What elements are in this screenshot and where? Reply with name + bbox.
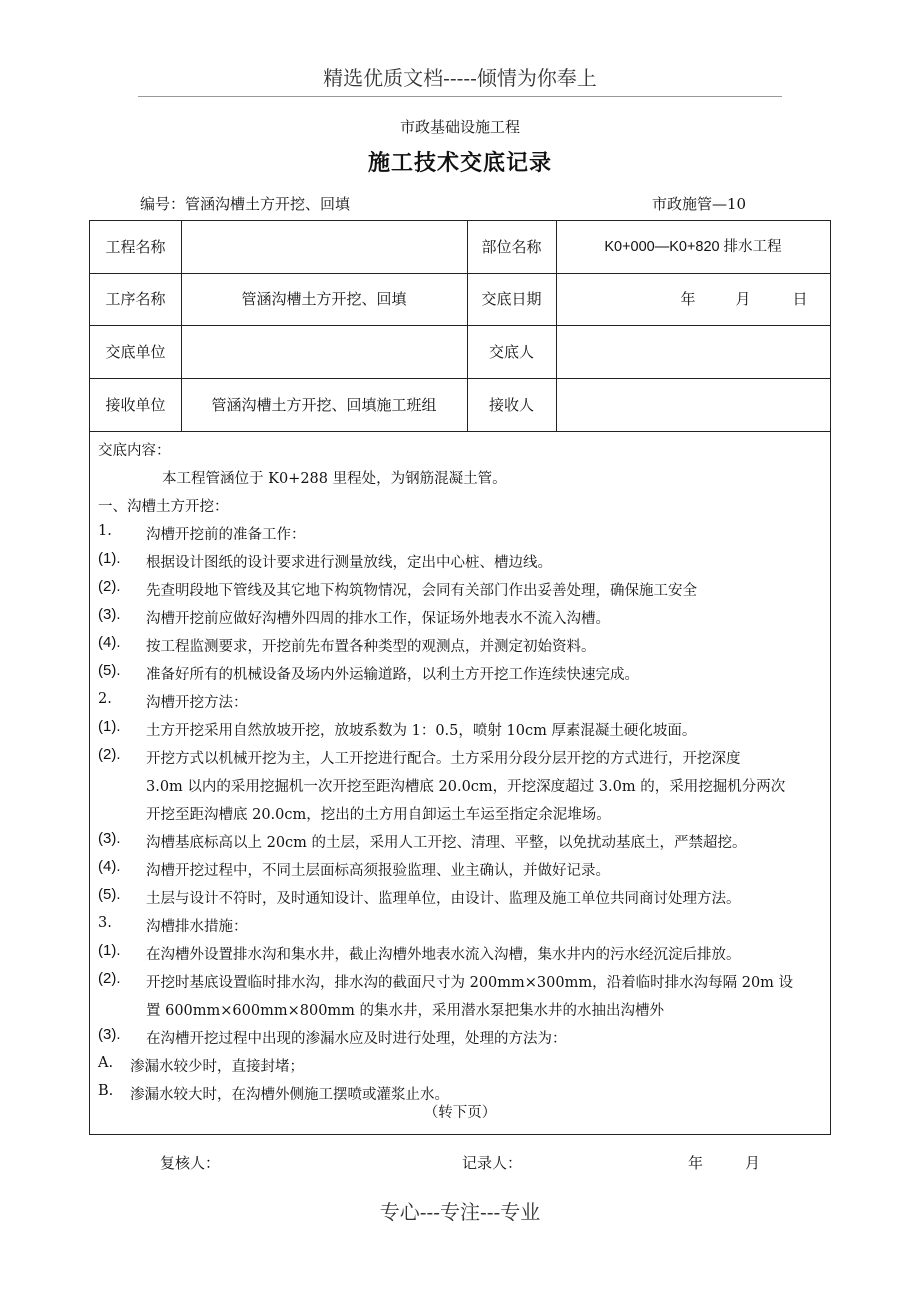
item-text: 在沟槽开挖过程中出现的渗漏水应及时进行处理，处理的方法为： — [146, 1031, 567, 1047]
item-text: 先查明段地下管线及其它地下构筑物情况，会同有关部门作出妥善处理，确保施工安全 — [146, 583, 697, 599]
option-text: 渗漏水较大时，在沟槽外侧施工摆喷或灌浆止水。 — [130, 1087, 449, 1103]
item-number: (2). — [98, 970, 121, 987]
label-project-name: 工程名称 — [105, 238, 166, 256]
banner-rule — [138, 96, 782, 97]
value-location-name: K0+000—K0+820 排水工程 — [604, 239, 782, 255]
content-heading: 交底内容： — [98, 443, 171, 459]
date-year: 年 — [680, 290, 696, 308]
option-label: B. — [98, 1083, 114, 1099]
value-receiving-unit: 管涵沟槽土方开挖、回填施工班组 — [211, 396, 437, 414]
item-number: (5). — [98, 886, 121, 903]
value-project-name — [181, 221, 467, 273]
item-text: 开挖方式以机械开挖为主，人工开挖进行配合。土方采用分段分层开挖的方式进行，开挖深度 — [146, 751, 741, 767]
value-receiver — [556, 379, 830, 431]
footer-month: 月 — [745, 1154, 761, 1172]
row-divider — [90, 431, 830, 432]
page-title: 施工技术交底记录 — [367, 150, 552, 176]
item-number: (3). — [98, 1026, 121, 1043]
record-sheet — [89, 220, 831, 1135]
item-number: (4). — [98, 634, 121, 651]
item-text: 置 600mm×600mm×800mm 的集水井，采用潜水泵把集水井的水抽出沟槽外 — [146, 1003, 665, 1019]
recorder-label: 记录人： — [462, 1154, 523, 1172]
label-receiving-unit: 接收单位 — [105, 396, 166, 414]
item-number: (1). — [98, 550, 121, 567]
item-text: 在沟槽外设置排水沟和集水井，截止沟槽外地表水流入沟槽，集水井内的污水经沉淀后排放。 — [146, 947, 741, 963]
section-heading: 一、沟槽土方开挖： — [98, 499, 229, 515]
item-number: (5). — [98, 662, 121, 679]
item-text: 开挖至距沟槽底 20.0cm，挖出的土方用自卸运土车运至指定余泥堆场。 — [146, 807, 611, 823]
item-text: 沟槽开挖过程中，不同土层面标高须报验监理、业主确认，并做好记录。 — [146, 863, 610, 879]
item-number: (1). — [98, 718, 121, 735]
reviewer-label: 复核人： — [160, 1154, 221, 1172]
subsection-number: 2. — [98, 691, 112, 707]
item-number: (2). — [98, 578, 121, 595]
label-briefing-date: 交底日期 — [481, 290, 542, 308]
footer-year: 年 — [688, 1154, 704, 1172]
subsection-number: 1. — [98, 523, 112, 539]
label-briefing-unit: 交底单位 — [105, 343, 166, 361]
label-location-name: 部位名称 — [481, 238, 542, 256]
document-banner: 精选优质文档-----倾情为你奉上 — [323, 66, 597, 90]
value-process-name: 管涵沟槽土方开挖、回填 — [241, 290, 407, 308]
organization-title: 市政基础设施工程 — [399, 118, 520, 136]
date-day: 日 — [792, 290, 808, 308]
form-code: 市政施管—10 — [652, 195, 747, 213]
continued-note: （转下页） — [423, 1105, 497, 1121]
item-number: (2). — [98, 746, 121, 763]
date-month: 月 — [735, 290, 751, 308]
option-text: 渗漏水较少时，直接封堵； — [130, 1059, 304, 1075]
record-code: 编号：管涵沟槽土方开挖、回填 — [140, 195, 351, 213]
item-number: (3). — [98, 830, 121, 847]
subsection-title: 沟槽排水措施： — [146, 919, 248, 935]
item-text: 土方开挖采用自然放坡开挖，放坡系数为 1：0.5，喷射 10cm 厚素混凝土硬化坡面。 — [146, 723, 697, 739]
content-intro: 本工程管涵位于 K0+288 里程处，为钢筋混凝土管。 — [162, 471, 507, 487]
item-text: 沟槽开挖前应做好沟槽外四周的排水工作，保证场外地表水不流入沟槽。 — [146, 611, 610, 627]
item-text: 沟槽基底标高以上 20cm 的土层，采用人工开挖、清理、平整，以免扰动基底土，严禁超挖。 — [146, 835, 747, 851]
value-briefer — [556, 326, 830, 378]
subsection-title: 沟槽开挖方法： — [146, 695, 248, 711]
footer-slogan: 专心---专注---专业 — [379, 1200, 541, 1224]
item-number: (4). — [98, 858, 121, 875]
subsection-title: 沟槽开挖前的准备工作： — [146, 527, 306, 543]
item-number: (1). — [98, 942, 121, 959]
item-text: 3.0m 以内的采用挖掘机一次开挖至距沟槽底 20.0cm，开挖深度超过 3.0m 的，采用挖掘机分两次 — [146, 779, 786, 795]
label-receiver: 接收人 — [488, 396, 534, 414]
item-number: (3). — [98, 606, 121, 623]
item-text: 开挖时基底设置临时排水沟，排水沟的截面尺寸为 200mm×300mm，沿着临时排水沟每隔 20m 设 — [146, 975, 794, 991]
label-briefer: 交底人 — [488, 343, 534, 361]
option-label: A. — [98, 1055, 114, 1071]
value-briefing-unit — [181, 326, 467, 378]
label-process-name: 工序名称 — [105, 290, 166, 308]
item-text: 准备好所有的机械设备及场内外运输道路，以利土方开挖工作连续快速完成。 — [146, 667, 639, 683]
item-text: 土层与设计不符时，及时通知设计、监理单位，由设计、监理及施工单位共同商讨处理方法。 — [146, 891, 741, 907]
item-text: 根据设计图纸的设计要求进行测量放线，定出中心桩、槽边线。 — [146, 555, 552, 571]
item-text: 按工程监测要求，开挖前先布置各种类型的观测点，并测定初始资料。 — [146, 639, 596, 655]
subsection-number: 3. — [98, 915, 112, 931]
